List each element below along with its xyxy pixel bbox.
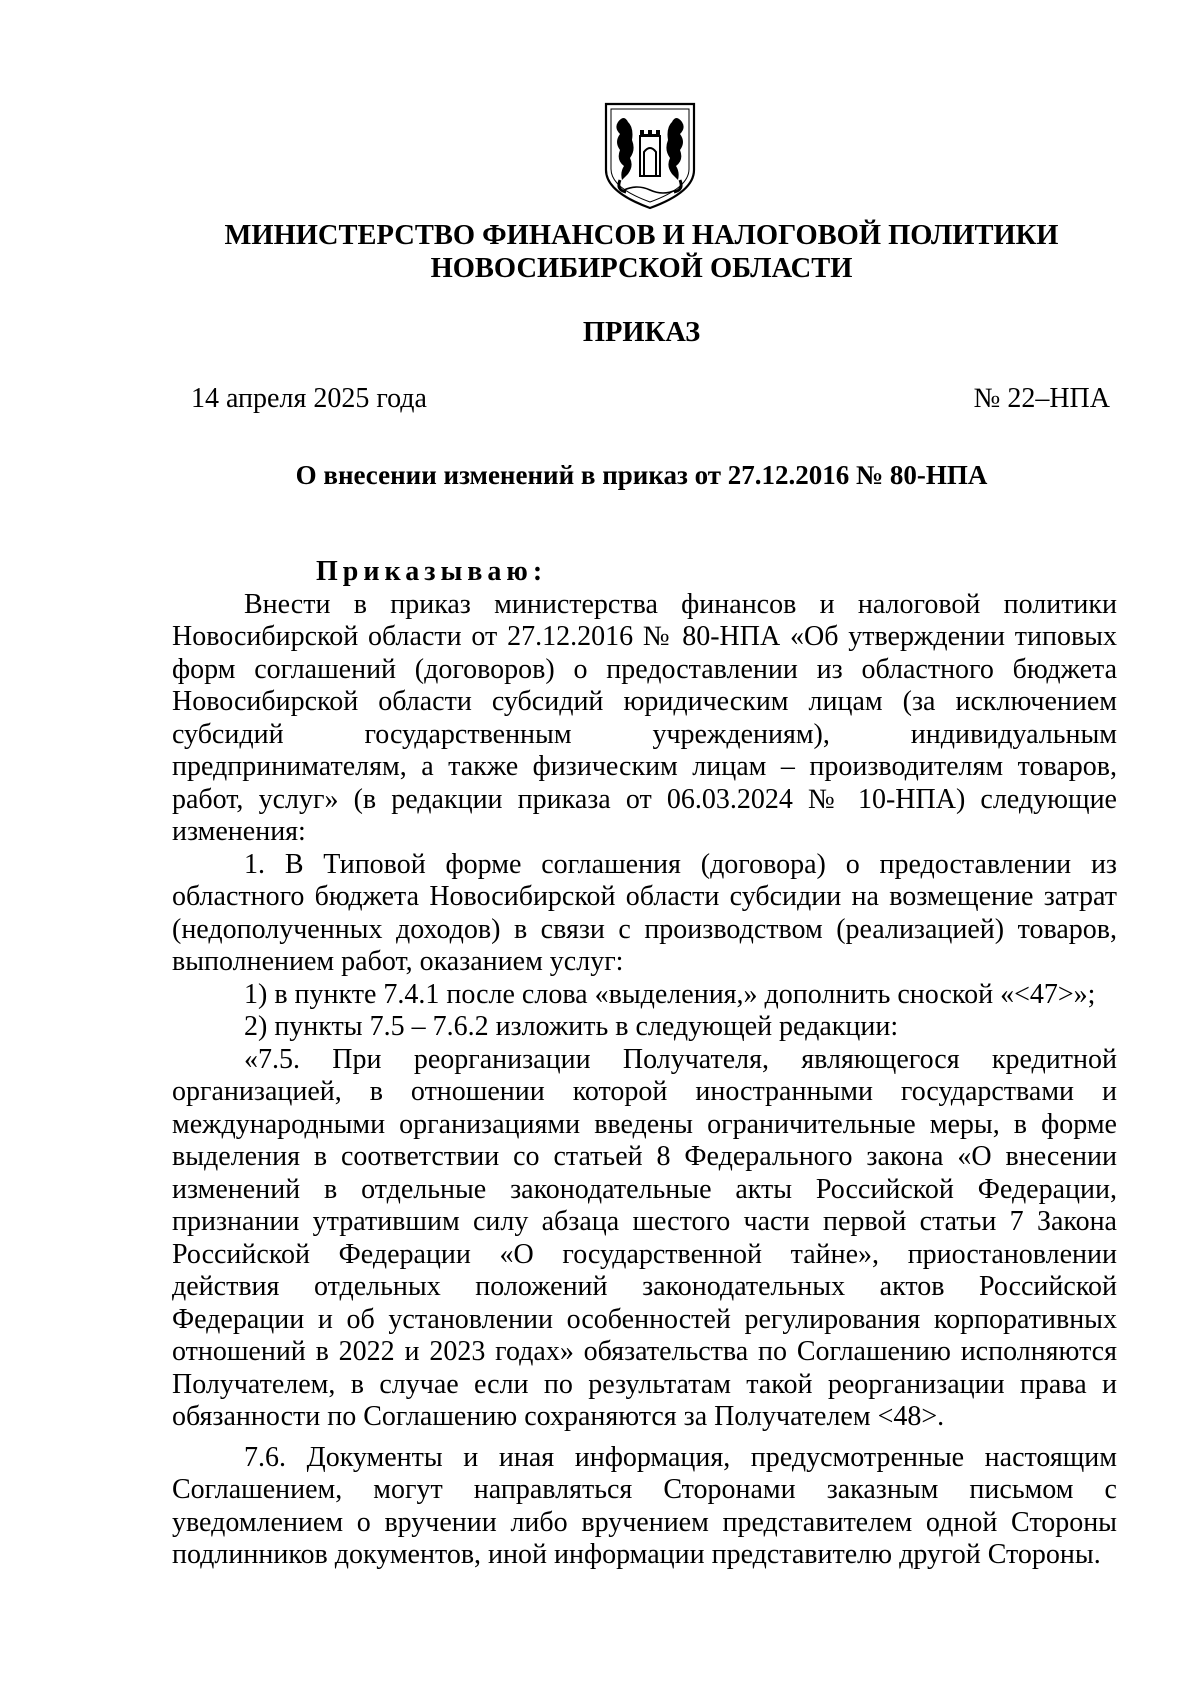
document-subject: О внесении изменений в приказ от 27.12.2016 № 80-НПА — [295, 460, 988, 490]
document-date: 14 апреля 2025 года — [191, 383, 427, 414]
document-body — [172, 556, 1117, 1572]
order-heading: Приказываю: — [316, 556, 548, 587]
body-paragraph: «7.5. При реорганизации Получателя, являющегося кредитной организацией, в отношении которой иностранными государствами и международными организациями введены ограничительные меры, в форме выделения в соответствии со статьей 8 Федерального закона «О внесении изменений в отдельные законодательные акты Российской Федерации, признании утратившим силу абзаца шестого части первой статьи 7 Закона Российской Федерации «О государственной тайне», приостановлении действия отдельных положений законодательных актов Российской Федерации и об установлении особенностей регулирования корпоративных отношений в 2022 и 2023 годах» обязательства по Соглашению исполняются Получателем, в случае если по результатам такой реорганизации права и обязанности по Соглашению сохраняются за Получателем <48>. — [172, 1043, 1117, 1432]
body-paragraph: 2) пункты 7.5 – 7.6.2 изложить в следующей редакции: — [244, 1011, 899, 1042]
body-paragraph: 7.6. Документы и иная информация, предусмотренные настоящим Соглашением, могут направляться Сторонами заказным письмом с уведомлением о вручении либо вручением представителем одной Стороны подлинников документов, иной информации представителю другой Стороны. — [172, 1441, 1117, 1570]
body-paragraph: Внести в приказ министерства финансов и налоговой политики Новосибирской области от 27.12.2016 № 80-НПА «Об утверждении типовых форм соглашений (договоров) о предоставлении из областного бюджета Новосибирской области субсидий юридическим лицам (за исключением субсидий государственным учреждениям), индивидуальным предпринимателям, а также физическим лицам – производителям товаров, работ, услуг» (в редакции приказа от 06.03.2024 № 10-НПА) следующие изменения: — [172, 588, 1117, 847]
body-paragraph: 1. В Типовой форме соглашения (договора) о предоставлении из областного бюджета Новосибирской области субсидии на возмещение затрат (недополученных доходов) в связи с производством (реализацией) товаров, выполнением работ, оказанием услуг: — [172, 848, 1117, 977]
org-line-2: НОВОСИБИРСКОЙ ОБЛАСТИ — [430, 253, 853, 284]
document-type: ПРИКАЗ — [582, 317, 701, 348]
document-number: № 22–НПА — [973, 383, 1110, 414]
coat-of-arms-icon — [600, 100, 700, 212]
body-paragraph: 1) в пункте 7.4.1 после слова «выделения,» дополнить сноской «<47>»; — [244, 978, 1096, 1010]
org-line-1: МИНИСТЕРСТВО ФИНАНСОВ И НАЛОГОВОЙ ПОЛИТИКИ — [224, 220, 1059, 251]
organization-name — [0, 219, 1200, 285]
